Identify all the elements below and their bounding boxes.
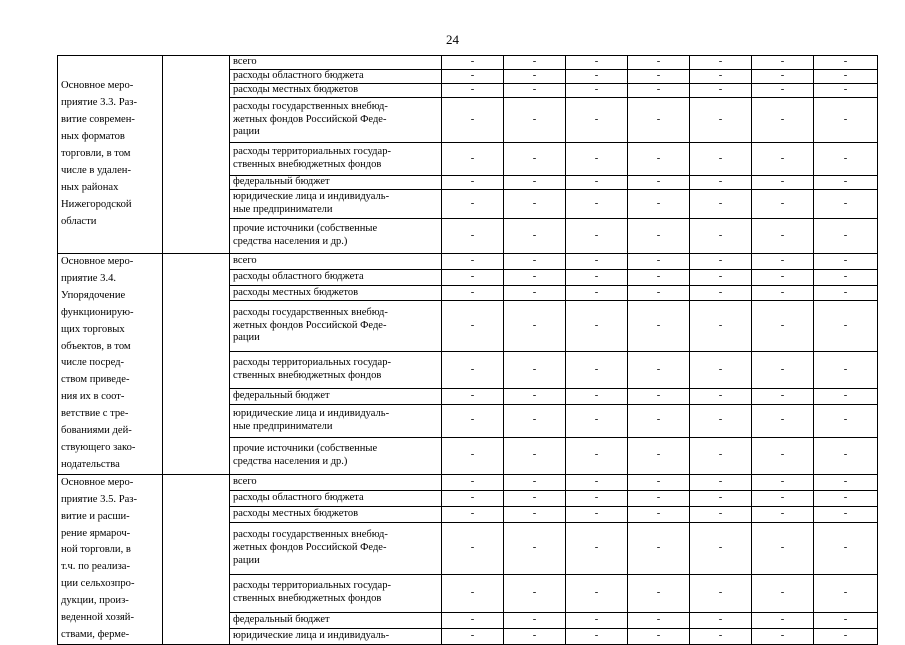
page-number: 24: [446, 32, 459, 47]
funding-source-line: расходы государственных внебюд-: [233, 529, 388, 541]
value-cell: -: [504, 437, 566, 474]
value-cell: -: [628, 285, 690, 301]
measure-name-line: Упорядочение: [61, 289, 126, 301]
value-cell: -: [504, 474, 566, 490]
value-cell: -: [442, 404, 504, 437]
value-cell: -: [752, 628, 814, 644]
value-cell: -: [442, 219, 504, 254]
value-cell: -: [690, 437, 752, 474]
funding-source-cell: [230, 474, 442, 490]
funding-source-cell: [230, 490, 442, 506]
value-cell: -: [442, 98, 504, 143]
value-cell: -: [814, 506, 878, 522]
executor-cell: [163, 254, 230, 475]
value-cell: -: [814, 176, 878, 190]
value-cell: -: [690, 254, 752, 270]
measure-name-cell: [58, 254, 163, 475]
value-cell: -: [690, 176, 752, 190]
value-cell: -: [690, 269, 752, 285]
value-cell: -: [690, 301, 752, 352]
value-cell: -: [814, 628, 878, 644]
funding-source-cell: [230, 506, 442, 522]
measure-name-line: щих торговых: [61, 323, 125, 335]
value-cell: -: [814, 285, 878, 301]
value-cell: -: [504, 143, 566, 176]
value-cell: -: [814, 523, 878, 575]
table-row: [58, 474, 878, 490]
value-cell: -: [814, 389, 878, 405]
value-cell: -: [814, 404, 878, 437]
value-cell: -: [504, 190, 566, 219]
value-cell: -: [566, 404, 628, 437]
value-cell: -: [752, 219, 814, 254]
measure-name-cell: [58, 56, 163, 254]
value-cell: -: [690, 190, 752, 219]
value-cell: -: [814, 474, 878, 490]
funding-source-line: жетных фондов Российской Феде-: [233, 319, 387, 331]
value-cell: -: [442, 351, 504, 388]
measure-name-line: приятие 3.4.: [61, 272, 117, 284]
value-cell: -: [752, 143, 814, 176]
value-cell: -: [566, 628, 628, 644]
value-cell: -: [628, 70, 690, 84]
value-cell: -: [504, 176, 566, 190]
value-cell: -: [628, 474, 690, 490]
value-cell: -: [690, 506, 752, 522]
value-cell: -: [814, 574, 878, 612]
measure-name-line: ствующего зако-: [61, 441, 136, 453]
funding-source-line: прочие источники (собственные: [233, 223, 378, 235]
value-cell: -: [566, 474, 628, 490]
value-cell: -: [566, 574, 628, 612]
value-cell: -: [566, 612, 628, 628]
value-cell: -: [504, 574, 566, 612]
value-cell: -: [442, 269, 504, 285]
value-cell: -: [628, 574, 690, 612]
value-cell: -: [566, 389, 628, 405]
value-cell: -: [566, 219, 628, 254]
value-cell: -: [628, 219, 690, 254]
value-cell: -: [690, 389, 752, 405]
value-cell: -: [566, 254, 628, 270]
value-cell: -: [628, 404, 690, 437]
measure-name-line: бованиями дей-: [61, 425, 132, 437]
value-cell: -: [442, 301, 504, 352]
value-cell: -: [752, 98, 814, 143]
value-cell: -: [628, 190, 690, 219]
funding-source-line: юридические лица и индивидуаль-: [233, 629, 390, 641]
funding-source-cell: [230, 176, 442, 190]
measure-name-line: числе в удален-: [61, 164, 131, 176]
value-cell: -: [628, 98, 690, 143]
value-cell: -: [566, 437, 628, 474]
funding-source-cell: [230, 84, 442, 98]
measure-name-line: приятие 3.5. Раз-: [61, 493, 138, 505]
value-cell: -: [628, 56, 690, 70]
measure-name-line: нодательства: [61, 458, 120, 470]
value-cell: -: [752, 490, 814, 506]
funding-source-line: расходы областного бюджета: [233, 270, 364, 282]
funding-source-cell: [230, 628, 442, 644]
value-cell: -: [690, 219, 752, 254]
value-cell: -: [628, 389, 690, 405]
value-cell: -: [752, 176, 814, 190]
value-cell: -: [442, 56, 504, 70]
value-cell: -: [504, 98, 566, 143]
funding-source-cell: [230, 523, 442, 575]
funding-table: [57, 55, 878, 645]
funding-source-line: федеральный бюджет: [233, 613, 330, 625]
funding-source-line: ственных внебюджетных фондов: [233, 159, 382, 170]
measure-name-line: ных форматов: [61, 131, 125, 143]
value-cell: -: [752, 84, 814, 98]
value-cell: -: [628, 490, 690, 506]
funding-source-cell: [230, 389, 442, 405]
value-cell: -: [814, 301, 878, 352]
value-cell: -: [566, 301, 628, 352]
funding-source-line: расходы областного бюджета: [233, 70, 364, 82]
value-cell: -: [690, 285, 752, 301]
value-cell: -: [690, 70, 752, 84]
funding-source-line: жетных фондов Российской Феде-: [233, 113, 387, 125]
value-cell: -: [628, 628, 690, 644]
value-cell: -: [752, 254, 814, 270]
funding-source-cell: [230, 190, 442, 219]
value-cell: -: [504, 628, 566, 644]
value-cell: -: [442, 574, 504, 612]
value-cell: -: [566, 84, 628, 98]
funding-source-cell: [230, 143, 442, 176]
funding-source-line: средства населения и др.): [233, 455, 348, 467]
funding-source-line: рации: [233, 332, 260, 344]
value-cell: -: [442, 612, 504, 628]
funding-source-line: расходы местных бюджетов: [233, 84, 359, 96]
value-cell: -: [814, 351, 878, 388]
value-cell: -: [504, 404, 566, 437]
value-cell: -: [504, 351, 566, 388]
funding-source-cell: [230, 574, 442, 612]
measure-name-line: ствами, ферме-: [61, 628, 130, 640]
value-cell: -: [690, 628, 752, 644]
value-cell: -: [504, 70, 566, 84]
funding-source-cell: [230, 56, 442, 70]
value-cell: -: [566, 56, 628, 70]
funding-source-line: рации: [233, 126, 260, 138]
value-cell: -: [690, 404, 752, 437]
funding-source-line: юридические лица и индивидуаль-: [233, 408, 390, 420]
value-cell: -: [752, 269, 814, 285]
value-cell: -: [504, 269, 566, 285]
funding-source-line: расходы областного бюджета: [233, 492, 364, 504]
value-cell: -: [504, 56, 566, 70]
value-cell: -: [814, 190, 878, 219]
value-cell: -: [566, 285, 628, 301]
value-cell: -: [566, 506, 628, 522]
funding-source-cell: [230, 612, 442, 628]
value-cell: -: [752, 301, 814, 352]
funding-source-line: расходы территориальных государ-: [233, 146, 391, 158]
measure-name-line: торговли, в том: [61, 148, 131, 160]
value-cell: -: [814, 490, 878, 506]
value-cell: -: [690, 143, 752, 176]
measure-name-line: рение ярмароч-: [61, 527, 131, 539]
value-cell: -: [814, 437, 878, 474]
funding-source-line: всего: [233, 475, 257, 487]
funding-source-line: расходы местных бюджетов: [233, 508, 359, 520]
value-cell: -: [566, 70, 628, 84]
measure-name-line: ния их в соот-: [61, 391, 125, 403]
funding-source-line: жетных фондов Российской Феде-: [233, 542, 387, 554]
measure-name-line: витие современ-: [61, 114, 135, 126]
value-cell: -: [442, 84, 504, 98]
value-cell: -: [628, 437, 690, 474]
value-cell: -: [814, 143, 878, 176]
value-cell: -: [752, 523, 814, 575]
measure-name-line: объектов, в том: [61, 340, 131, 352]
funding-source-line: федеральный бюджет: [233, 176, 330, 188]
funding-source-line: расходы государственных внебюд-: [233, 100, 388, 112]
funding-source-line: ственных внебюджетных фондов: [233, 593, 382, 605]
value-cell: -: [628, 351, 690, 388]
funding-source-line: федеральный бюджет: [233, 390, 330, 402]
value-cell: -: [566, 143, 628, 176]
funding-source-line: рации: [233, 554, 260, 566]
value-cell: -: [442, 143, 504, 176]
funding-source-line: прочие источники (собственные: [233, 442, 378, 454]
value-cell: -: [442, 437, 504, 474]
value-cell: -: [690, 351, 752, 388]
measure-name-line: приятие 3.3. Раз-: [61, 97, 138, 109]
value-cell: -: [628, 254, 690, 270]
measure-name-line: веденной хозяй-: [61, 612, 134, 624]
value-cell: -: [628, 301, 690, 352]
value-cell: -: [566, 176, 628, 190]
value-cell: -: [814, 56, 878, 70]
measure-name-line: области: [61, 215, 97, 227]
value-cell: -: [566, 490, 628, 506]
value-cell: -: [628, 84, 690, 98]
value-cell: -: [814, 254, 878, 270]
value-cell: -: [504, 84, 566, 98]
funding-source-cell: [230, 285, 442, 301]
funding-source-line: расходы местных бюджетов: [233, 286, 359, 298]
table-row: [58, 254, 878, 270]
value-cell: -: [814, 219, 878, 254]
value-cell: -: [442, 285, 504, 301]
value-cell: -: [814, 84, 878, 98]
funding-source-cell: [230, 437, 442, 474]
value-cell: -: [504, 523, 566, 575]
measure-name-line: функционирую-: [61, 306, 134, 318]
value-cell: -: [752, 351, 814, 388]
funding-source-line: расходы государственных внебюд-: [233, 307, 388, 319]
measure-name-line: ной торговли, в: [61, 544, 131, 556]
value-cell: -: [752, 404, 814, 437]
funding-source-line: юридические лица и индивидуаль-: [233, 191, 390, 203]
executor-cell: [163, 474, 230, 644]
value-cell: -: [752, 190, 814, 219]
funding-source-line: всего: [233, 56, 257, 68]
funding-source-cell: [230, 404, 442, 437]
measure-name-line: ветствие с тре-: [61, 408, 129, 420]
measure-name-line: ных районах: [61, 181, 119, 193]
value-cell: -: [690, 56, 752, 70]
value-cell: -: [752, 612, 814, 628]
funding-source-cell: [230, 219, 442, 254]
measure-name-line: Основное меро-: [61, 476, 134, 488]
measure-name-cell: [58, 474, 163, 644]
value-cell: -: [752, 285, 814, 301]
value-cell: -: [690, 98, 752, 143]
value-cell: -: [442, 190, 504, 219]
value-cell: -: [504, 490, 566, 506]
measure-name-line: дукции, произ-: [61, 595, 129, 607]
value-cell: -: [752, 70, 814, 84]
value-cell: -: [566, 523, 628, 575]
value-cell: -: [504, 612, 566, 628]
funding-source-cell: [230, 254, 442, 270]
measure-name-line: витие и расши-: [61, 510, 130, 522]
funding-source-cell: [230, 351, 442, 388]
value-cell: -: [628, 269, 690, 285]
value-cell: -: [442, 506, 504, 522]
value-cell: -: [504, 254, 566, 270]
value-cell: -: [628, 176, 690, 190]
value-cell: -: [690, 612, 752, 628]
measure-name-line: Основное меро-: [61, 256, 134, 267]
funding-source-line: ственных внебюджетных фондов: [233, 370, 382, 382]
measure-name-line: Нижегородской: [61, 198, 132, 210]
value-cell: -: [752, 474, 814, 490]
value-cell: -: [690, 84, 752, 98]
value-cell: -: [504, 389, 566, 405]
measure-name-line: ством приведе-: [61, 374, 130, 386]
value-cell: -: [690, 523, 752, 575]
value-cell: -: [628, 506, 690, 522]
funding-source-line: расходы территориальных государ-: [233, 580, 391, 592]
measure-name-line: числе посред-: [61, 357, 125, 369]
measure-name-line: т.ч. по реализа-: [61, 561, 131, 573]
funding-source-cell: [230, 301, 442, 352]
value-cell: -: [442, 176, 504, 190]
value-cell: -: [628, 523, 690, 575]
value-cell: -: [442, 628, 504, 644]
value-cell: -: [442, 490, 504, 506]
value-cell: -: [442, 523, 504, 575]
value-cell: -: [566, 190, 628, 219]
funding-source-line: средства населения и др.): [233, 236, 348, 247]
funding-source-line: всего: [233, 255, 257, 267]
value-cell: -: [442, 70, 504, 84]
value-cell: -: [690, 490, 752, 506]
value-cell: -: [814, 612, 878, 628]
value-cell: -: [504, 301, 566, 352]
executor-cell: [163, 56, 230, 254]
funding-source-line: ные предприниматели: [233, 420, 333, 432]
value-cell: -: [566, 351, 628, 388]
value-cell: -: [442, 254, 504, 270]
value-cell: -: [690, 574, 752, 612]
funding-source-cell: [230, 70, 442, 84]
value-cell: -: [504, 506, 566, 522]
value-cell: -: [566, 98, 628, 143]
value-cell: -: [442, 389, 504, 405]
value-cell: -: [752, 437, 814, 474]
value-cell: -: [752, 506, 814, 522]
value-cell: -: [628, 612, 690, 628]
table-row: [58, 56, 878, 70]
value-cell: -: [752, 574, 814, 612]
value-cell: -: [814, 98, 878, 143]
value-cell: -: [752, 389, 814, 405]
funding-source-cell: [230, 98, 442, 143]
measure-name-line: Основное меро-: [61, 80, 134, 92]
value-cell: -: [442, 474, 504, 490]
funding-source-line: расходы территориальных государ-: [233, 357, 391, 369]
value-cell: -: [504, 285, 566, 301]
value-cell: -: [814, 269, 878, 285]
value-cell: -: [566, 269, 628, 285]
value-cell: -: [814, 70, 878, 84]
funding-source-cell: [230, 269, 442, 285]
measure-name-line: ции сельхозпро-: [61, 578, 135, 590]
value-cell: -: [752, 56, 814, 70]
funding-source-line: ные предприниматели: [233, 204, 333, 215]
value-cell: -: [690, 474, 752, 490]
value-cell: -: [504, 219, 566, 254]
value-cell: -: [628, 143, 690, 176]
